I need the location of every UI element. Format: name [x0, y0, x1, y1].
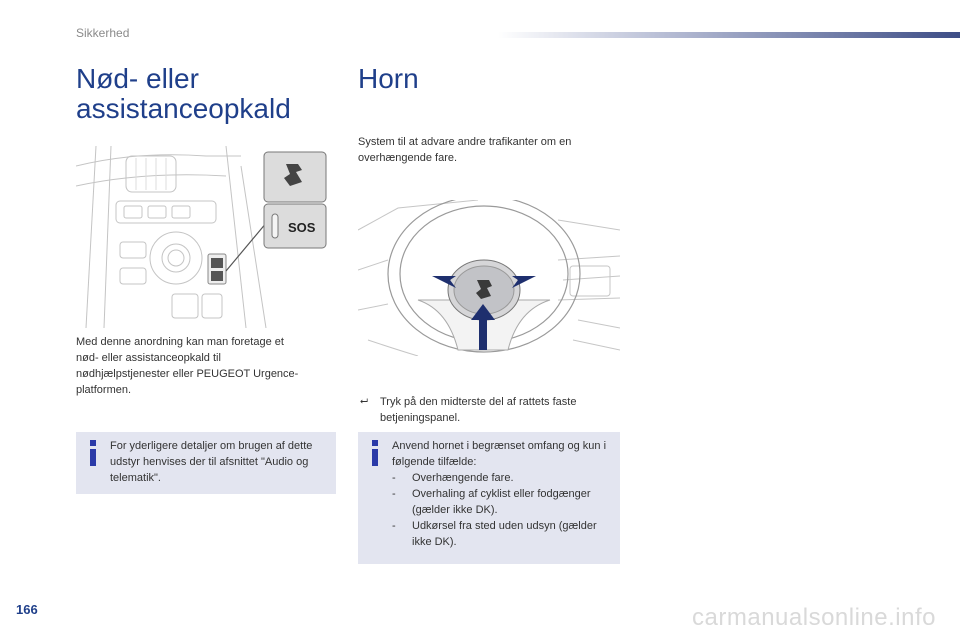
emergency-call-body: Med denne anordning kan man foretage et nød- eller assistanceopkald til nødhjælpstjenester eller PEUGEOT Urgence-platformen.: [76, 336, 299, 396]
emergency-call-figure: [76, 146, 336, 328]
steering-wheel-illustration: [358, 200, 620, 356]
horn-intro: System til at advare andre trafikanter om en overhængende fare.: [358, 136, 572, 164]
emergency-call-title: Nød- eller assistanceopkald: [76, 63, 291, 124]
info-text-left: For yderligere detaljer om brugen af dette udstyr henvises der til afsnittet "Audio og telematik".: [110, 440, 313, 484]
sos-button-label: SOS: [288, 220, 316, 235]
bullet-pointer-icon: ⮠: [360, 396, 368, 407]
info-box-left: [76, 432, 336, 494]
list-item: - Overhængende fare.: [392, 472, 514, 484]
info-intro: Anvend hornet i begrænset omfang og kun i følgende tilfælde:: [392, 440, 607, 468]
list-item: - Udkørsel fra sted uden udsyn (gælder ikke DK).: [392, 520, 597, 548]
console-illustration: [76, 146, 336, 328]
section-label: Sikkerhed: [76, 26, 130, 40]
horn-instruction-text: Tryk på den midterste del af rattets faste betjeningspanel.: [380, 396, 577, 424]
info-box-right: [358, 432, 620, 564]
header-bar: [498, 32, 960, 38]
info-icon: [86, 440, 100, 466]
watermark: carmanualsonline.info: [692, 604, 936, 631]
list-item: - Overhaling af cyklist eller fodgænger (gælder ikke DK).: [392, 488, 591, 516]
info-text-right: [392, 438, 610, 550]
info-icon: [368, 440, 382, 466]
horn-title: Horn: [358, 63, 419, 94]
horn-figure: [358, 200, 620, 356]
horn-instruction: [358, 394, 618, 426]
page-number: 166: [16, 602, 38, 617]
